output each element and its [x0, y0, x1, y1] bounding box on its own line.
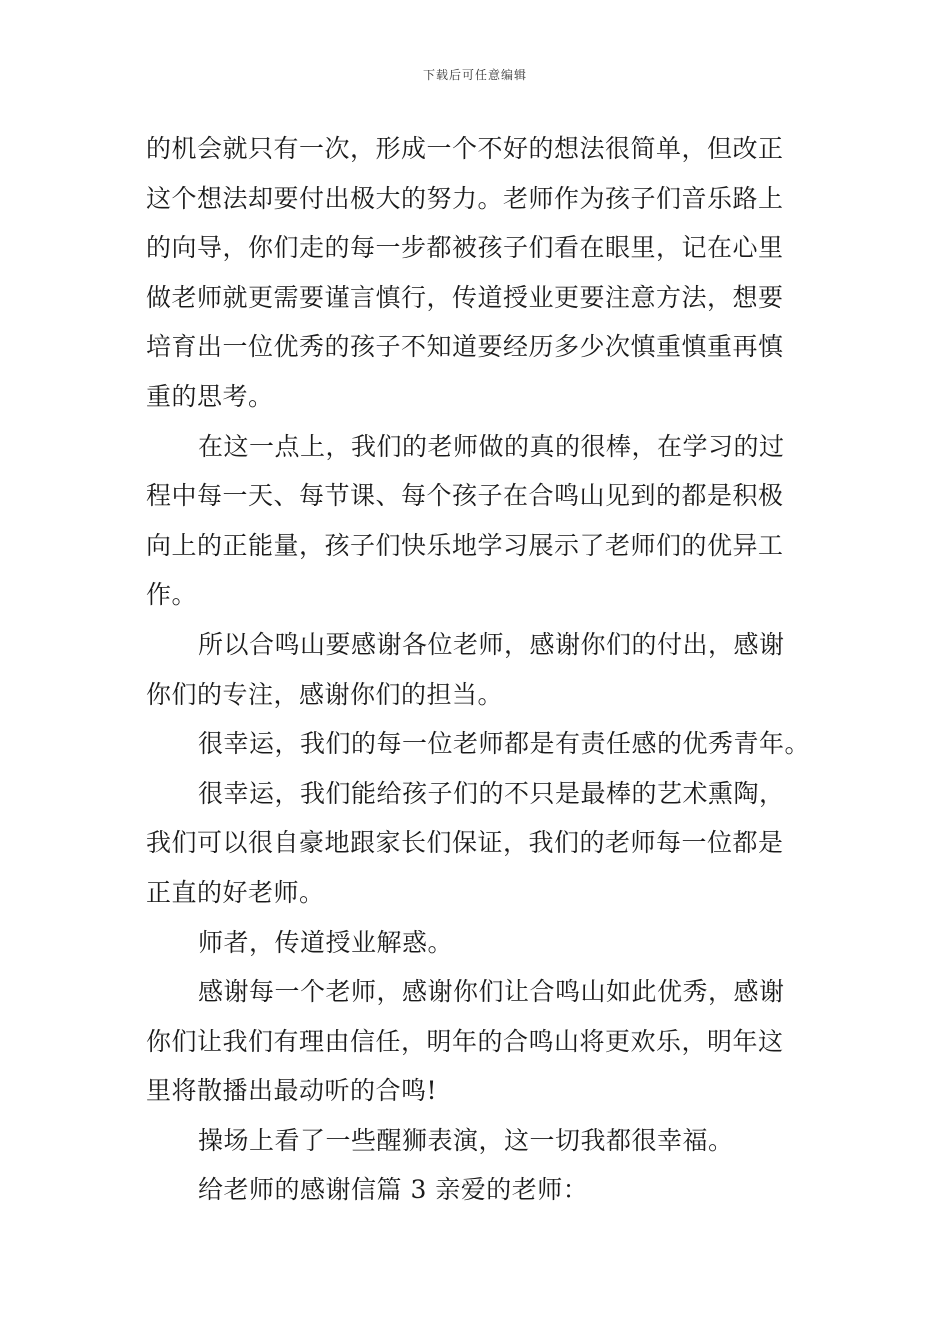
text-line: 这个想法却要付出极大的努力。老师作为孩子们音乐路上	[146, 183, 784, 213]
paragraph-start-line: 所以合鸣山要感谢各位老师，感谢你们的付出，感谢	[198, 629, 785, 659]
text-line: 你们让我们有理由信任，明年的合鸣山将更欢乐，明年这	[146, 1026, 784, 1056]
text-line: 的向导，你们走的每一步都被孩子们看在眼里，记在心里	[146, 233, 784, 263]
section-heading-line: 给老师的感谢信篇 3 亲爱的老师：	[198, 1175, 589, 1205]
page-header-note: 下载后可任意编辑	[422, 68, 527, 82]
document-body	[146, 124, 811, 1215]
text-line: 的机会就只有一次，形成一个不好的想法很简单，但改正	[146, 134, 784, 163]
paragraph-start-line: 感谢每一个老师，感谢你们让合鸣山如此优秀，感谢	[198, 977, 785, 1007]
text-line: 重的思考。	[146, 381, 274, 411]
paragraph-start-line: 操场上看了一些醒狮表演，这一切我都很幸福。	[198, 1125, 734, 1155]
text-line: 做老师就更需要谨言慎行，传道授业更要注意方法，想要	[146, 282, 784, 312]
text-line: 正直的好老师。	[146, 877, 325, 907]
paragraph-start-line: 师者，传道授业解惑。	[198, 927, 454, 957]
text-line: 向上的正能量，孩子们快乐地学习展示了老师们的优异工	[146, 530, 784, 560]
text-line: 你们的专注，感谢你们的担当。	[146, 679, 504, 709]
text-line: 培育出一位优秀的孩子不知道要经历多少次慎重慎重再慎	[146, 332, 784, 362]
paragraph-start-line: 很幸运，我们能给孩子们的不只是最棒的艺术熏陶，	[198, 778, 785, 808]
text-line: 程中每一天、每节课、每个孩子在合鸣山见到的都是积极	[146, 481, 784, 511]
paragraph-start-line: 很幸运，我们的每一位老师都是有责任感的优秀青年。	[198, 729, 811, 759]
text-line: 里将散播出最动听的合鸣!	[146, 1076, 438, 1106]
paragraph-start-line: 在这一点上，我们的老师做的真的很棒，在学习的过	[198, 431, 785, 461]
text-line: 作。	[146, 580, 198, 610]
text-line: 我们可以很自豪地跟家长们保证，我们的老师每一位都是	[146, 828, 784, 858]
